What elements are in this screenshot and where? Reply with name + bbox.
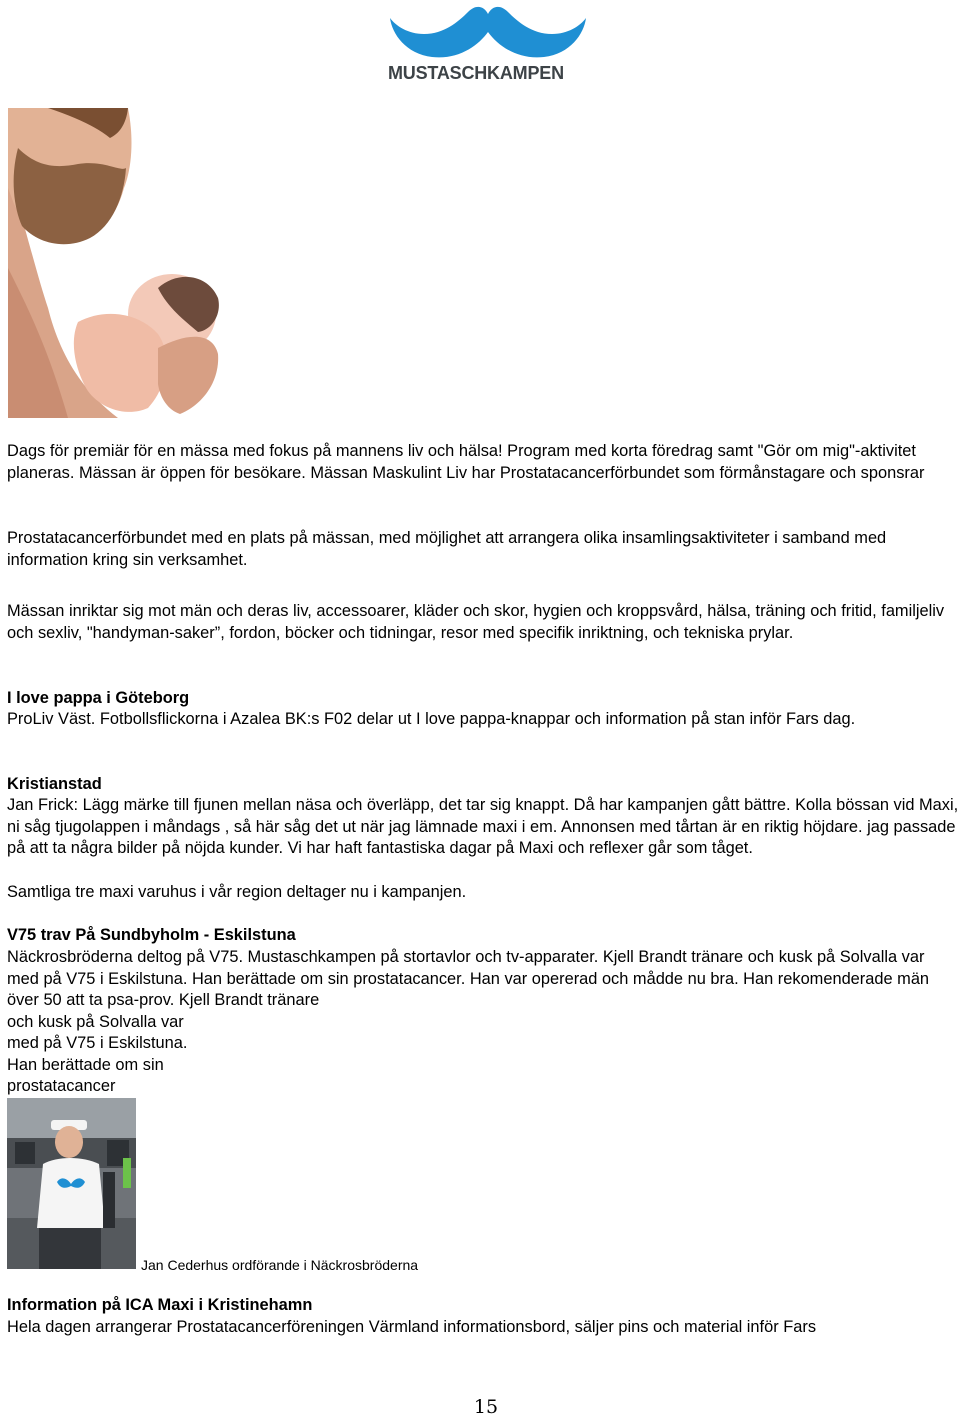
- person-photo: [7, 1098, 136, 1269]
- section-heading-kristinehamn: Information på ICA Maxi i Kristinehamn: [7, 1296, 313, 1314]
- section-body-v75-line-1: och kusk på Solvalla var: [7, 1013, 184, 1031]
- intro-paragraph-3: Mässan inriktar sig mot män och deras liv, accessoarer, kläder och skor, hygien och kroppsvård, hälsa, träning och fritid, familjeliv och sexliv, "handyman-saker”, fordon, böcker och tidningar, resor med specifik inriktning, och tekniska prylar.: [7, 602, 945, 642]
- section-body-v75-line-2: med på V75 i Eskilstuna.: [7, 1034, 188, 1052]
- photo-caption: Jan Cederhus ordförande i Näckrosbröderna: [141, 1257, 419, 1273]
- section-heading-goteborg: I love pappa i Göteborg: [7, 689, 190, 707]
- intro-paragraph-1: Dags för premiär för en mässa med fokus på mannens liv och hälsa! Program med korta föredrag samt "Gör om mig"-aktivitet planeras. Mässan är öppen för besökare. Mässan Maskulint Liv har Prostatacancerförbundet som förmånstagare och sponsrar: [7, 442, 925, 482]
- section-body-v75-line-4: prostatacancer: [7, 1077, 116, 1095]
- section-body-kristianstad: Jan Frick: Lägg märke till fjunen mellan näsa och överläpp, det tar sig knappt. Då har kampanjen gått bättre. Kolla bössan vid Maxi, ni såg tjugolappen i måndags , så här såg det ut när jag lämnade maxi i em. Annonsen med tårtan är en riktig höjdare. jag passade på att ta några bilder på nöjda kunder. Vi har haft fantastiska dagar på Maxi och reflexer går som tåget.: [7, 796, 959, 858]
- page-number: 15: [473, 1396, 499, 1418]
- mustache-icon: [382, 0, 594, 66]
- section-body-kristianstad-2: Samtliga tre maxi varuhus i vår region deltager nu i kampanjen.: [7, 883, 467, 901]
- section-heading-kristianstad: Kristianstad: [7, 775, 102, 793]
- section-body-goteborg: ProLiv Väst. Fotbollsflickorna i Azalea BK:s F02 delar ut I love pappa-knappar och information på stan inför Fars dag.: [7, 710, 856, 728]
- section-body-v75: Näckrosbröderna deltog på V75. Mustaschkampen på stortavlor och tv-apparater. Kjell Brandt tränare och kusk på Solvalla var med på V75 i Eskilstuna. Han berättade om sin prostatacancer. Han var opererad och mådde nu bra. Han rekomenderade män över 50 att ta psa-prov. Kjell Brandt tränare: [7, 948, 930, 1010]
- logo-wordmark: MUSTASCHKAMPEN: [388, 63, 564, 83]
- section-body-v75-line-3: Han berättade om sin: [7, 1056, 164, 1074]
- section-body-kristinehamn: Hela dagen arrangerar Prostatacancerföreningen Värmland informationsbord, säljer pins och material inför Fars: [7, 1318, 817, 1336]
- section-heading-v75: V75 trav På Sundbyholm - Eskilstuna: [7, 926, 296, 944]
- hero-photo: [8, 108, 220, 418]
- mustaschkampen-logo: [382, 0, 594, 92]
- intro-paragraph-2: Prostatacancerförbundet med en plats på mässan, med möjlighet att arrangera olika insamlingsaktiviteter i samband med information kring sin verksamhet.: [7, 529, 887, 569]
